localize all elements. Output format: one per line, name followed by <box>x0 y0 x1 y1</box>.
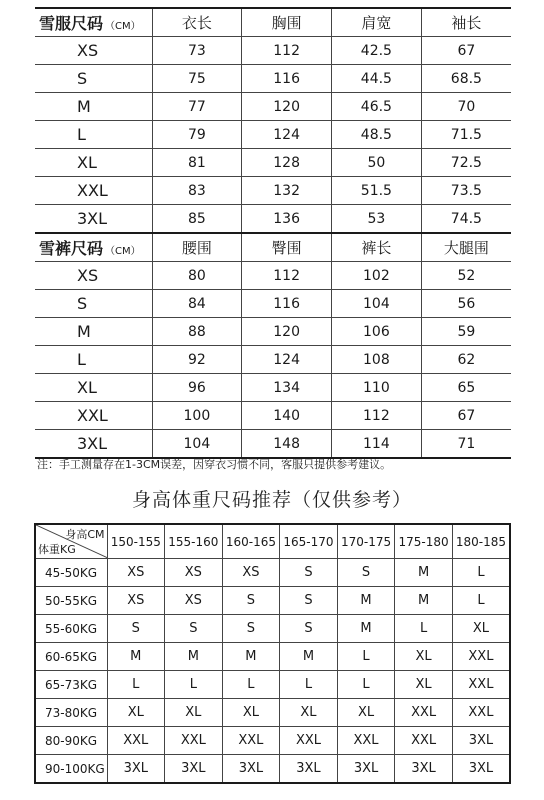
jacket-size-row <box>35 149 511 177</box>
pants-measure-cell: 116 <box>242 290 332 318</box>
recommended-size-cell: L <box>337 671 395 699</box>
pants-column-header: 大腿围 <box>421 233 511 262</box>
jacket-measure-cell: 74.5 <box>421 205 511 234</box>
jacket-measure-cell: 46.5 <box>332 93 422 121</box>
jacket-measure-cell: 128 <box>242 149 332 177</box>
pants-size-row <box>35 290 511 318</box>
recommended-size-cell: 3XL <box>280 755 338 784</box>
recommend-row <box>35 699 510 727</box>
jacket-column-header: 肩宽 <box>332 8 422 37</box>
jacket-size-label: XXL <box>35 177 152 205</box>
pants-measure-cell: 124 <box>242 346 332 374</box>
pants-size-row <box>35 402 511 430</box>
jacket-size-row <box>35 93 511 121</box>
recommend-row <box>35 671 510 699</box>
pants-measure-cell: 104 <box>152 430 242 459</box>
recommended-size-cell: L <box>452 587 510 615</box>
jacket-measure-cell: 50 <box>332 149 422 177</box>
height-range-header: 155-160 <box>165 524 223 559</box>
pants-column-header: 腰围 <box>152 233 242 262</box>
recommend-row <box>35 643 510 671</box>
jacket-measure-cell: 85 <box>152 205 242 234</box>
recommended-size-cell: XL <box>107 699 165 727</box>
jacket-measure-cell: 116 <box>242 65 332 93</box>
recommend-title: 身高体重尺码推荐（仅供参考） <box>131 489 412 511</box>
pants-measure-cell: 112 <box>332 402 422 430</box>
recommended-size-cell: XL <box>337 699 395 727</box>
pants-size-row <box>35 430 511 459</box>
height-axis-label: 身高CM <box>65 528 105 541</box>
pants-measure-cell: 52 <box>421 262 511 290</box>
jacket-column-header: 胸围 <box>242 8 332 37</box>
weight-range-label: 60-65KG <box>35 643 107 671</box>
recommended-size-cell: XXL <box>452 643 510 671</box>
pants-size-label: L <box>35 346 152 374</box>
recommended-size-cell: M <box>395 587 453 615</box>
jacket-size-label: XL <box>35 149 152 177</box>
recommended-size-cell: XXL <box>337 727 395 755</box>
pants-title-cell <box>35 233 152 262</box>
recommended-size-cell: XS <box>165 559 223 587</box>
pants-size-row <box>35 346 511 374</box>
recommended-size-cell: 3XL <box>452 755 510 784</box>
jacket-size-label: XS <box>35 37 152 65</box>
pants-measure-cell: 88 <box>152 318 242 346</box>
jacket-measure-cell: 75 <box>152 65 242 93</box>
weight-range-label: 65-73KG <box>35 671 107 699</box>
jacket-measure-cell: 124 <box>242 121 332 149</box>
recommended-size-cell: S <box>222 615 280 643</box>
pants-measure-cell: 140 <box>242 402 332 430</box>
jacket-measure-cell: 72.5 <box>421 149 511 177</box>
pants-size-label: XL <box>35 374 152 402</box>
weight-range-label: 45-50KG <box>35 559 107 587</box>
jacket-column-header: 袖长 <box>421 8 511 37</box>
jacket-measure-cell: 71.5 <box>421 121 511 149</box>
pants-measure-cell: 96 <box>152 374 242 402</box>
recommended-size-cell: S <box>222 587 280 615</box>
jacket-measure-cell: 79 <box>152 121 242 149</box>
recommended-size-cell: M <box>337 615 395 643</box>
recommended-size-cell: XS <box>165 587 223 615</box>
pants-measure-cell: 148 <box>242 430 332 459</box>
corner-cell <box>35 524 107 559</box>
recommended-size-cell: L <box>165 671 223 699</box>
pants-column-header: 裤长 <box>332 233 422 262</box>
recommended-size-cell: M <box>107 643 165 671</box>
recommend-row <box>35 615 510 643</box>
recommended-size-cell: 3XL <box>107 755 165 784</box>
weight-range-label: 73-80KG <box>35 699 107 727</box>
pants-measure-cell: 67 <box>421 402 511 430</box>
jacket-size-label: S <box>35 65 152 93</box>
jacket-size-row <box>35 121 511 149</box>
recommended-size-cell: XS <box>222 559 280 587</box>
recommended-size-cell: S <box>280 559 338 587</box>
jacket-measure-cell: 81 <box>152 149 242 177</box>
weight-range-label: 50-55KG <box>35 587 107 615</box>
recommended-size-cell: XS <box>107 559 165 587</box>
weight-range-label: 55-60KG <box>35 615 107 643</box>
jacket-measure-cell: 83 <box>152 177 242 205</box>
recommend-row <box>35 559 510 587</box>
pants-measure-cell: 62 <box>421 346 511 374</box>
jacket-measure-cell: 120 <box>242 93 332 121</box>
pants-measure-cell: 71 <box>421 430 511 459</box>
jacket-measure-cell: 44.5 <box>332 65 422 93</box>
recommended-size-cell: XXL <box>280 727 338 755</box>
recommended-size-cell: XXL <box>222 727 280 755</box>
pants-measure-cell: 110 <box>332 374 422 402</box>
jacket-title-cell <box>35 8 152 37</box>
recommended-size-cell: 3XL <box>165 755 223 784</box>
pants-title: 雪裤尺码 <box>39 239 104 258</box>
pants-measure-cell: 92 <box>152 346 242 374</box>
recommended-size-cell: XL <box>222 699 280 727</box>
pants-size-row <box>35 262 511 290</box>
recommended-size-cell: 3XL <box>337 755 395 784</box>
recommended-size-cell: M <box>280 643 338 671</box>
recommended-size-cell: L <box>337 643 395 671</box>
recommended-size-cell: 3XL <box>222 755 280 784</box>
recommended-size-cell: L <box>107 671 165 699</box>
pants-measure-cell: 134 <box>242 374 332 402</box>
recommended-size-cell: XS <box>107 587 165 615</box>
recommended-size-cell: M <box>165 643 223 671</box>
recommend-row <box>35 587 510 615</box>
pants-size-label: 3XL <box>35 430 152 459</box>
recommended-size-cell: XL <box>165 699 223 727</box>
jacket-measure-cell: 48.5 <box>332 121 422 149</box>
pants-unit: （CM） <box>105 246 141 257</box>
height-range-header: 150-155 <box>107 524 165 559</box>
recommended-size-cell: S <box>107 615 165 643</box>
weight-range-label: 90-100KG <box>35 755 107 784</box>
recommended-size-cell: L <box>222 671 280 699</box>
recommended-size-cell: XXL <box>395 727 453 755</box>
pants-measure-cell: 84 <box>152 290 242 318</box>
recommended-size-cell: L <box>280 671 338 699</box>
pants-size-row <box>35 318 511 346</box>
pants-measure-cell: 100 <box>152 402 242 430</box>
jacket-unit: （CM） <box>105 21 141 32</box>
recommended-size-cell: XL <box>395 671 453 699</box>
pants-measure-cell: 112 <box>242 262 332 290</box>
jacket-measure-cell: 112 <box>242 37 332 65</box>
recommended-size-cell: L <box>452 559 510 587</box>
recommended-size-cell: XXL <box>107 727 165 755</box>
jacket-measure-cell: 42.5 <box>332 37 422 65</box>
recommended-size-cell: L <box>395 615 453 643</box>
pants-measure-cell: 80 <box>152 262 242 290</box>
height-range-header: 180-185 <box>452 524 510 559</box>
recommended-size-cell: M <box>222 643 280 671</box>
pants-measure-cell: 104 <box>332 290 422 318</box>
jacket-measure-cell: 136 <box>242 205 332 234</box>
pants-measure-cell: 120 <box>242 318 332 346</box>
jacket-measure-cell: 67 <box>421 37 511 65</box>
pants-size-label: XS <box>35 262 152 290</box>
jacket-size-label: L <box>35 121 152 149</box>
height-range-header: 175-180 <box>395 524 453 559</box>
jacket-measure-cell: 73 <box>152 37 242 65</box>
jacket-measure-cell: 70 <box>421 93 511 121</box>
recommended-size-cell: 3XL <box>395 755 453 784</box>
weight-range-label: 80-90KG <box>35 727 107 755</box>
recommend-row <box>35 727 510 755</box>
jacket-measure-cell: 73.5 <box>421 177 511 205</box>
recommended-size-cell: 3XL <box>452 727 510 755</box>
pants-measure-cell: 106 <box>332 318 422 346</box>
jacket-header-row <box>35 8 511 37</box>
recommended-size-cell: XL <box>452 615 510 643</box>
jacket-size-row <box>35 177 511 205</box>
pants-size-label: XXL <box>35 402 152 430</box>
recommended-size-cell: XXL <box>395 699 453 727</box>
pants-size-row <box>35 374 511 402</box>
jacket-title: 雪服尺码 <box>39 14 104 33</box>
measurement-note: 注：手工测量存在1-3CM误差，因穿衣习惯不同，客服只提供参考建议。 <box>37 458 392 471</box>
height-range-header: 165-170 <box>280 524 338 559</box>
recommend-row <box>35 755 510 784</box>
recommend-table <box>34 523 511 784</box>
jacket-size-row <box>35 37 511 65</box>
recommended-size-cell: XXL <box>452 671 510 699</box>
jacket-size-row <box>35 65 511 93</box>
height-range-header: 170-175 <box>337 524 395 559</box>
jacket-size-label: M <box>35 93 152 121</box>
recommended-size-cell: S <box>337 559 395 587</box>
pants-measure-cell: 108 <box>332 346 422 374</box>
recommended-size-cell: M <box>337 587 395 615</box>
pants-measure-cell: 56 <box>421 290 511 318</box>
recommended-size-cell: XXL <box>165 727 223 755</box>
recommended-size-cell: S <box>280 615 338 643</box>
jacket-measure-cell: 77 <box>152 93 242 121</box>
pants-measure-cell: 65 <box>421 374 511 402</box>
pants-measure-cell: 102 <box>332 262 422 290</box>
jacket-measure-cell: 68.5 <box>421 65 511 93</box>
recommended-size-cell: M <box>395 559 453 587</box>
pants-header-row <box>35 233 511 262</box>
recommended-size-cell: XL <box>395 643 453 671</box>
pants-measure-cell: 114 <box>332 430 422 459</box>
jacket-size-label: 3XL <box>35 205 152 234</box>
pants-size-label: S <box>35 290 152 318</box>
recommended-size-cell: S <box>165 615 223 643</box>
recommend-header-row <box>35 524 510 559</box>
jacket-measure-cell: 53 <box>332 205 422 234</box>
jacket-measure-cell: 51.5 <box>332 177 422 205</box>
pants-column-header: 臀围 <box>242 233 332 262</box>
pants-measure-cell: 59 <box>421 318 511 346</box>
pants-size-label: M <box>35 318 152 346</box>
weight-axis-label: 体重KG <box>38 543 76 556</box>
jacket-size-row <box>35 205 511 234</box>
size-table <box>35 7 511 459</box>
recommended-size-cell: XL <box>280 699 338 727</box>
jacket-measure-cell: 132 <box>242 177 332 205</box>
recommended-size-cell: S <box>280 587 338 615</box>
height-range-header: 160-165 <box>222 524 280 559</box>
jacket-column-header: 衣长 <box>152 8 242 37</box>
recommended-size-cell: XXL <box>452 699 510 727</box>
